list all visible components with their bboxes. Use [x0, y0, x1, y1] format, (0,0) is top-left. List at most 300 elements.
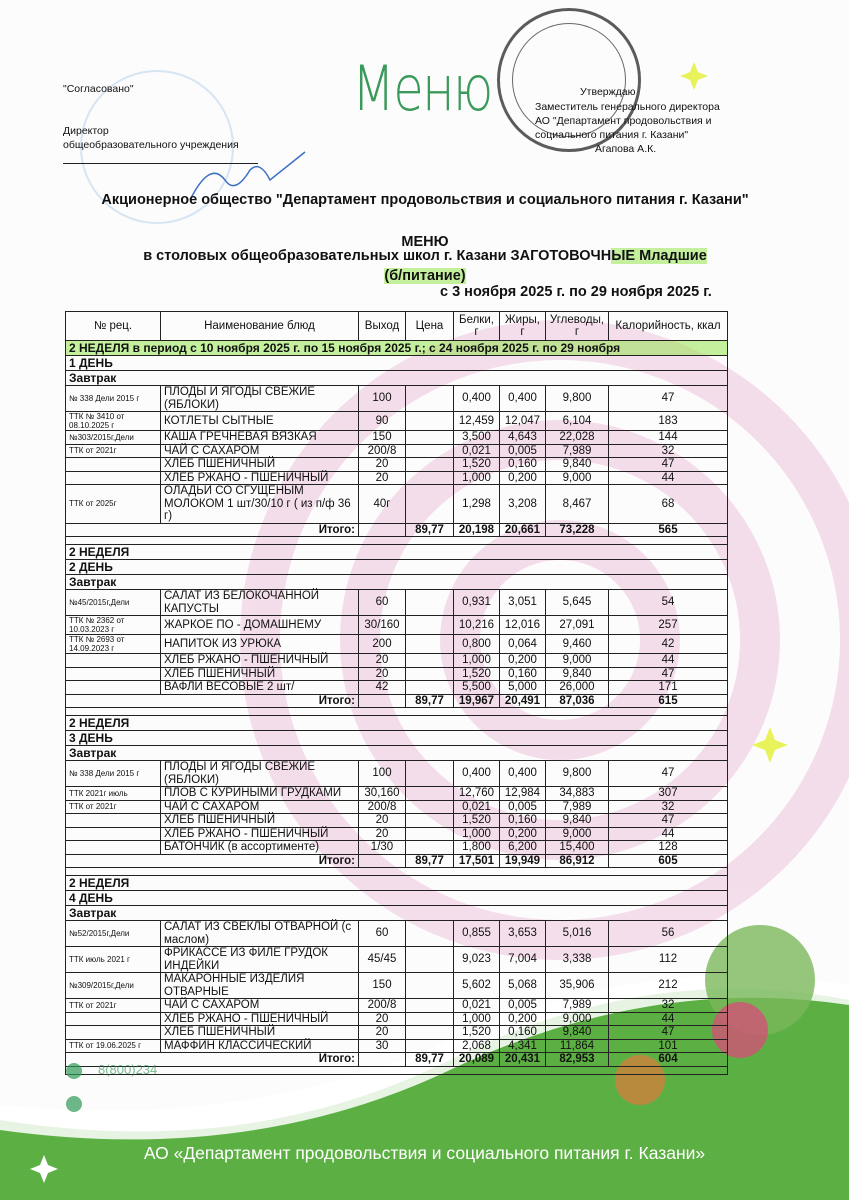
total-row [66, 523, 728, 537]
fat: 0,200 [500, 471, 546, 485]
total-label: Итого: [66, 1053, 359, 1067]
meal-row [66, 746, 728, 761]
fat: 3,051 [500, 590, 546, 616]
table-row [66, 973, 728, 999]
dish-name: ХЛЕБ ПШЕНИЧНЫЙ [161, 458, 359, 472]
meal-row [66, 575, 728, 590]
recipe-number: №309/2015г,Дели [66, 973, 161, 999]
calories: 171 [609, 681, 728, 695]
fat: 4,643 [500, 431, 546, 445]
calories: 68 [609, 485, 728, 524]
portion: 60 [359, 921, 406, 947]
protein: 1,520 [454, 667, 500, 681]
day-row-cell: 4 ДЕНЬ [66, 891, 728, 906]
carbs: 9,840 [546, 814, 609, 828]
fat: 0,064 [500, 635, 546, 654]
day-row-cell: 1 ДЕНЬ [66, 356, 728, 371]
price [406, 841, 454, 855]
calories: 47 [609, 386, 728, 412]
carbs: 9,800 [546, 386, 609, 412]
dish-name: ЖАРКОЕ ПО - ДОМАШНЕМУ [161, 616, 359, 635]
protein: 1,520 [454, 1026, 500, 1040]
spacer-row-cell [66, 1066, 728, 1074]
table-row [66, 667, 728, 681]
dish-name: НАПИТОК ИЗ УРЮКА [161, 635, 359, 654]
protein: 0,931 [454, 590, 500, 616]
protein: 1,800 [454, 841, 500, 855]
table-row [66, 827, 728, 841]
price [406, 471, 454, 485]
price [406, 654, 454, 668]
day-row [66, 356, 728, 371]
period-row-cell: 2 НЕДЕЛЯ в период с 10 ноября 2025 г. по 15 ноября 2025 г.; с 24 ноября 2025 г. по 29 ноября [66, 341, 728, 356]
table-row [66, 1012, 728, 1026]
carbs: 3,338 [546, 947, 609, 973]
calories: 257 [609, 616, 728, 635]
org-title: Акционерное общество "Департамент продовольствия и социального питания г. Казани" [101, 192, 749, 208]
recipe-number [66, 827, 161, 841]
recipe-number: № 338 Дели 2015 г [66, 386, 161, 412]
total-price: 89,77 [406, 854, 454, 868]
day-row-cell: 3 ДЕНЬ [66, 731, 728, 746]
recipe-number [66, 471, 161, 485]
spacer-row [66, 708, 728, 716]
fat: 4,341 [500, 1039, 546, 1053]
total-price: 89,77 [406, 694, 454, 708]
fat: 5,068 [500, 973, 546, 999]
menu-subtitle [60, 246, 790, 286]
portion: 200/8 [359, 444, 406, 458]
price [406, 787, 454, 801]
table-row [66, 444, 728, 458]
carbs: 26,000 [546, 681, 609, 695]
date-range: с 3 ноября 2025 г. по 29 ноября 2025 г. [440, 284, 712, 300]
portion: 60 [359, 590, 406, 616]
price [406, 681, 454, 695]
total-calories: 615 [609, 694, 728, 708]
recipe-number [66, 814, 161, 828]
carbs: 7,989 [546, 999, 609, 1013]
table-row [66, 616, 728, 635]
subtitle-part2: ЫЕ Младшие [611, 248, 707, 264]
recipe-number [66, 654, 161, 668]
recipe-number [66, 681, 161, 695]
table-row [66, 654, 728, 668]
calories: 54 [609, 590, 728, 616]
protein: 0,021 [454, 444, 500, 458]
dish-name: ПЛОВ С КУРИНЫМИ ГРУДКАМИ [161, 787, 359, 801]
week-row [66, 876, 728, 891]
spacer-row [66, 537, 728, 545]
dish-name: ХЛЕБ ПШЕНИЧНЫЙ [161, 667, 359, 681]
carbs: 5,016 [546, 921, 609, 947]
total-fat: 20,661 [500, 523, 546, 537]
calories: 307 [609, 787, 728, 801]
carbs: 9,840 [546, 1026, 609, 1040]
spacer-row [66, 1066, 728, 1074]
recipe-number: № 338 Дели 2015 г [66, 761, 161, 787]
table-row [66, 386, 728, 412]
total-calories: 604 [609, 1053, 728, 1067]
approver-block [535, 100, 735, 156]
spacer-row [66, 868, 728, 876]
calories: 101 [609, 1039, 728, 1053]
price [406, 616, 454, 635]
protein: 1,000 [454, 827, 500, 841]
price [406, 431, 454, 445]
week-row-cell: 2 НЕДЕЛЯ [66, 876, 728, 891]
fat: 7,004 [500, 947, 546, 973]
price [406, 485, 454, 524]
recipe-number: ТТК от 2021г [66, 999, 161, 1013]
carbs: 11,864 [546, 1039, 609, 1053]
dish-name: КАША ГРЕЧНЕВАЯ ВЯЗКАЯ [161, 431, 359, 445]
protein: 0,021 [454, 999, 500, 1013]
price [406, 947, 454, 973]
total-portion [359, 854, 406, 868]
recipe-number [66, 458, 161, 472]
total-label: Итого: [66, 523, 359, 537]
fat: 0,160 [500, 814, 546, 828]
calories: 32 [609, 999, 728, 1013]
calories: 47 [609, 1026, 728, 1040]
table-row [66, 681, 728, 695]
total-fat: 20,431 [500, 1053, 546, 1067]
dish-name: ХЛЕБ ПШЕНИЧНЫЙ [161, 814, 359, 828]
dish-name: МАКАРОННЫЕ ИЗДЕЛИЯ ОТВАРНЫЕ [161, 973, 359, 999]
fat: 6,200 [500, 841, 546, 855]
price [406, 590, 454, 616]
fat: 0,200 [500, 1012, 546, 1026]
director-line2: общеобразовательного учреждения [63, 139, 239, 151]
recipe-number [66, 1026, 161, 1040]
dish-name: ОЛАДЬИ СО СГУЩЕНЫМ МОЛОКОМ 1 шт/30/10 г ( из п/ф 36 г) [161, 485, 359, 524]
fat: 0,200 [500, 654, 546, 668]
table-row [66, 485, 728, 524]
meal-row-cell: Завтрак [66, 371, 728, 386]
total-row [66, 1053, 728, 1067]
price [406, 667, 454, 681]
column-header: Выход [359, 312, 406, 341]
agreed-label: "Согласовано" [63, 83, 134, 95]
total-portion [359, 694, 406, 708]
dish-name: КОТЛЕТЫ СЫТНЫЕ [161, 412, 359, 431]
protein: 0,400 [454, 761, 500, 787]
carbs: 9,000 [546, 471, 609, 485]
price [406, 800, 454, 814]
protein: 1,000 [454, 471, 500, 485]
portion: 20 [359, 458, 406, 472]
calories: 56 [609, 921, 728, 947]
menu-title: МЕНЮ [401, 234, 449, 250]
carbs: 9,800 [546, 761, 609, 787]
column-header: Калорийность, ккал [609, 312, 728, 341]
total-protein: 17,501 [454, 854, 500, 868]
fat: 0,005 [500, 444, 546, 458]
dish-name: ПЛОДЫ И ЯГОДЫ СВЕЖИЕ (ЯБЛОКИ) [161, 761, 359, 787]
fat: 0,160 [500, 458, 546, 472]
dish-name: ХЛЕБ ПШЕНИЧНЫЙ [161, 1026, 359, 1040]
total-calories: 565 [609, 523, 728, 537]
dish-name: ЧАЙ С САХАРОМ [161, 800, 359, 814]
week-row-cell: 2 НЕДЕЛЯ [66, 545, 728, 560]
dish-name: САЛАТ ИЗ СВЕКЛЫ ОТВАРНОЙ (с маслом) [161, 921, 359, 947]
recipe-number: ТТК от 19.06.2025 г [66, 1039, 161, 1053]
price [406, 814, 454, 828]
table-row [66, 787, 728, 801]
fat: 3,208 [500, 485, 546, 524]
phone-number: 8(800)234 [98, 1062, 158, 1077]
calories: 44 [609, 827, 728, 841]
portion: 100 [359, 761, 406, 787]
approver-line2: АО "Департамент продовольствия и [535, 115, 712, 127]
recipe-number [66, 1012, 161, 1026]
recipe-number: ТТК № 2362 от 10.03.2023 г [66, 616, 161, 635]
fat: 0,005 [500, 999, 546, 1013]
week-row [66, 545, 728, 560]
total-carbs: 86,912 [546, 854, 609, 868]
portion: 30 [359, 1039, 406, 1053]
day-row [66, 560, 728, 575]
portion: 20 [359, 1026, 406, 1040]
table-row [66, 412, 728, 431]
dish-name: ЧАЙ С САХАРОМ [161, 444, 359, 458]
dish-name: ХЛЕБ РЖАНО - ПШЕНИЧНЫЙ [161, 827, 359, 841]
total-row [66, 694, 728, 708]
table-row [66, 590, 728, 616]
price [406, 921, 454, 947]
column-header: Жиры, г [500, 312, 546, 341]
calories: 42 [609, 635, 728, 654]
total-price: 89,77 [406, 1053, 454, 1067]
menu-logo: Меню [352, 52, 492, 125]
protein: 12,760 [454, 787, 500, 801]
price [406, 1012, 454, 1026]
table-row [66, 635, 728, 654]
dish-name: ХЛЕБ РЖАНО - ПШЕНИЧНЫЙ [161, 654, 359, 668]
table-row [66, 921, 728, 947]
portion: 30/160 [359, 616, 406, 635]
carbs: 5,645 [546, 590, 609, 616]
day-row [66, 891, 728, 906]
protein: 1,000 [454, 1012, 500, 1026]
protein: 5,602 [454, 973, 500, 999]
fat: 5,000 [500, 681, 546, 695]
week-row [66, 716, 728, 731]
calories: 47 [609, 814, 728, 828]
carbs: 35,906 [546, 973, 609, 999]
total-carbs: 73,228 [546, 523, 609, 537]
price [406, 458, 454, 472]
meal-row [66, 371, 728, 386]
fat: 0,005 [500, 800, 546, 814]
calories: 32 [609, 800, 728, 814]
fat: 0,400 [500, 386, 546, 412]
price [406, 635, 454, 654]
recipe-number: №303/2015г,Дели [66, 431, 161, 445]
subtitle-part3: (б/питание) [384, 268, 466, 284]
carbs: 9,840 [546, 458, 609, 472]
dish-name: ПЛОДЫ И ЯГОДЫ СВЕЖИЕ (ЯБЛОКИ) [161, 386, 359, 412]
approver-name: Агапова А.К. [595, 143, 657, 155]
dish-name: ХЛЕБ РЖАНО - ПШЕНИЧНЫЙ [161, 1012, 359, 1026]
footer-org-name: АО «Департамент продовольствия и социального питания г. Казани» [143, 1143, 706, 1163]
table-row [66, 1039, 728, 1053]
portion: 30,160 [359, 787, 406, 801]
price [406, 412, 454, 431]
dish-name: ЧАЙ С САХАРОМ [161, 999, 359, 1013]
protein: 1,520 [454, 814, 500, 828]
meal-row-cell: Завтрак [66, 575, 728, 590]
total-calories: 605 [609, 854, 728, 868]
portion: 100 [359, 386, 406, 412]
portion: 20 [359, 814, 406, 828]
fat: 0,400 [500, 761, 546, 787]
globe-icon [66, 1096, 82, 1112]
fat: 12,016 [500, 616, 546, 635]
meal-row-cell: Завтрак [66, 906, 728, 921]
table-row [66, 800, 728, 814]
recipe-number: ТТК от 2025г [66, 485, 161, 524]
recipe-number: ТТК 2021г июль [66, 787, 161, 801]
total-carbs: 87,036 [546, 694, 609, 708]
portion: 45/45 [359, 947, 406, 973]
protein: 0,400 [454, 386, 500, 412]
table-row [66, 431, 728, 445]
recipe-number: №52/2015г,Дели [66, 921, 161, 947]
table-row [66, 841, 728, 855]
recipe-number: ТТК № 2693 от 14.09.2023 г [66, 635, 161, 654]
price [406, 1026, 454, 1040]
protein: 1,520 [454, 458, 500, 472]
column-header: Углеводы, г [546, 312, 609, 341]
carbs: 9,840 [546, 667, 609, 681]
portion: 40г [359, 485, 406, 524]
portion: 150 [359, 431, 406, 445]
approver-line1: Заместитель генерального директора [535, 101, 720, 113]
portion: 150 [359, 973, 406, 999]
fat: 3,653 [500, 921, 546, 947]
recipe-number [66, 841, 161, 855]
director-line1: Директор [63, 125, 109, 137]
day-row [66, 731, 728, 746]
protein: 3,500 [454, 431, 500, 445]
carbs: 9,000 [546, 1012, 609, 1026]
director-label [63, 124, 239, 152]
carbs: 7,989 [546, 800, 609, 814]
table-row [66, 814, 728, 828]
carbs: 34,883 [546, 787, 609, 801]
protein: 1,000 [454, 654, 500, 668]
protein: 1,298 [454, 485, 500, 524]
phone-icon [66, 1063, 82, 1079]
recipe-number: ТТК июль 2021 г [66, 947, 161, 973]
portion: 20 [359, 654, 406, 668]
portion: 20 [359, 827, 406, 841]
portion: 42 [359, 681, 406, 695]
recipe-number [66, 667, 161, 681]
table-header [66, 312, 728, 341]
table-row [66, 1026, 728, 1040]
recipe-number: ТТК от 2021г [66, 444, 161, 458]
portion: 90 [359, 412, 406, 431]
column-header: № рец. [66, 312, 161, 341]
dish-name: БАТОНЧИК (в ассортименте) [161, 841, 359, 855]
total-carbs: 82,953 [546, 1053, 609, 1067]
protein: 2,068 [454, 1039, 500, 1053]
week-row-cell: 2 НЕДЕЛЯ [66, 716, 728, 731]
carbs: 6,104 [546, 412, 609, 431]
fat: 12,984 [500, 787, 546, 801]
dish-name: САЛАТ ИЗ БЕЛОКОЧАННОЙ КАПУСТЫ [161, 590, 359, 616]
carbs: 15,400 [546, 841, 609, 855]
price [406, 973, 454, 999]
spacer-row-cell [66, 708, 728, 716]
calories: 112 [609, 947, 728, 973]
fat: 0,160 [500, 1026, 546, 1040]
total-portion [359, 523, 406, 537]
price [406, 444, 454, 458]
total-protein: 19,967 [454, 694, 500, 708]
table-row [66, 999, 728, 1013]
portion: 200/8 [359, 999, 406, 1013]
fat: 12,047 [500, 412, 546, 431]
total-portion [359, 1053, 406, 1067]
table-row [66, 947, 728, 973]
protein: 0,855 [454, 921, 500, 947]
carbs: 8,467 [546, 485, 609, 524]
day-row-cell: 2 ДЕНЬ [66, 560, 728, 575]
column-header: Наименование блюд [161, 312, 359, 341]
fat: 0,160 [500, 667, 546, 681]
calories: 32 [609, 444, 728, 458]
price [406, 999, 454, 1013]
carbs: 27,091 [546, 616, 609, 635]
calories: 144 [609, 431, 728, 445]
approve-label: Утверждаю [580, 86, 636, 98]
recipe-number: ТТК от 2021г [66, 800, 161, 814]
protein: 10,216 [454, 616, 500, 635]
meal-row-cell: Завтрак [66, 746, 728, 761]
total-row [66, 854, 728, 868]
total-fat: 20,491 [500, 694, 546, 708]
calories: 183 [609, 412, 728, 431]
price [406, 827, 454, 841]
calories: 44 [609, 654, 728, 668]
spacer-row-cell [66, 868, 728, 876]
column-header: Цена [406, 312, 454, 341]
total-label: Итого: [66, 854, 359, 868]
price [406, 1039, 454, 1053]
total-protein: 20,089 [454, 1053, 500, 1067]
dish-name: ФРИКАССЕ ИЗ ФИЛЕ ГРУДОК ИНДЕЙКИ [161, 947, 359, 973]
column-header: Белки, г [454, 312, 500, 341]
calories: 212 [609, 973, 728, 999]
portion: 200 [359, 635, 406, 654]
portion: 20 [359, 1012, 406, 1026]
carbs: 9,000 [546, 827, 609, 841]
subtitle-part1: в столовых общеобразовательных школ г. Казани ЗАГОТОВОЧН [143, 248, 612, 264]
menu-table [65, 311, 728, 1075]
protein: 12,459 [454, 412, 500, 431]
fat: 0,200 [500, 827, 546, 841]
price [406, 761, 454, 787]
portion: 1/30 [359, 841, 406, 855]
portion: 200/8 [359, 800, 406, 814]
dish-name: ХЛЕБ РЖАНО - ПШЕНИЧНЫЙ [161, 471, 359, 485]
table-row [66, 471, 728, 485]
total-fat: 19,949 [500, 854, 546, 868]
